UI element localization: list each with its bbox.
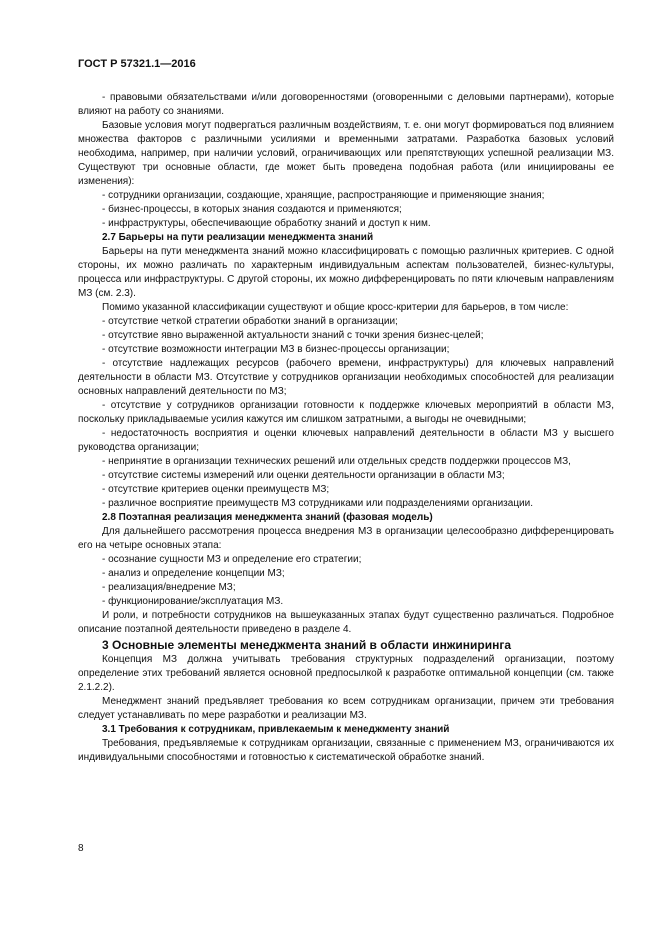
section-heading-3: 3 Основные элементы менеджмента знаний в области инжиниринга: [102, 638, 512, 652]
list-item: - различное восприятие преимуществ МЗ сотрудниками или подразделениями организации.: [102, 498, 534, 509]
paragraph: Менеджмент знаний предъявляет требования ко всем сотрудникам организации, причем эти требования следует устанавливать по мере разработки и реализации МЗ.: [78, 696, 614, 721]
list-item: - сотрудники организации, создающие, хранящие, распространяющие и применяющие знания;: [102, 190, 545, 201]
list-item: - реализация/внедрение МЗ;: [102, 582, 236, 593]
list-item: - бизнес-процессы, в которых знания создаются и применяются;: [102, 204, 402, 215]
section-heading-3-1: 3.1 Требования к сотрудникам, привлекаемым к менеджменту знаний: [102, 724, 450, 735]
list-item: - осознание сущности МЗ и определение его стратегии;: [102, 554, 362, 565]
page-number: 8: [78, 843, 84, 854]
list-item: - отсутствие явно выраженной актуальности знаний с точки зрения бизнес-целей;: [102, 330, 484, 341]
list-item: - функционирование/эксплуатация МЗ.: [102, 596, 284, 607]
section-heading-2-8: 2.8 Поэтапная реализация менеджмента знаний (фазовая модель): [102, 512, 433, 523]
list-item: - непринятие в организации технических решений или отдельных средств поддержки процессов МЗ,: [102, 456, 571, 467]
list-item: - отсутствие четкой стратегии обработки знаний в организации;: [102, 316, 398, 327]
list-item: - анализ и определение концепции МЗ;: [102, 568, 285, 579]
list-item: - инфраструктуры, обеспечивающие обработку знаний и доступ к ним.: [102, 218, 431, 229]
page-body: [78, 91, 614, 765]
paragraph: Базовые условия могут подвергаться различным воздействиям, т. е. они могут формироваться под влиянием множества факторов с различными усилиями и временными затратами. Разработка базовых условий необходима, например, при наличии условий, ограничивающих или препятствующих успешной реализации МЗ. Существуют три основные области, где может быть проведена подобная работа (или инициированы ее изменения):: [78, 120, 614, 187]
paragraph: Барьеры на пути менеджмента знаний можно классифицировать с помощью различных критериев. С одной стороны, их можно различать по характерным индивидуальным аспектам пользователей, бизнес-культуры, процесса или инфраструктуры. С другой стороны, их можно дифференцировать по пяти ключевым направлениям МЗ (см. 2.3).: [78, 246, 614, 299]
list-item: - отсутствие у сотрудников организации готовности к поддержке ключевых мероприятий в области МЗ, поскольку прикладываемые усилия кажутся им слишком затратными, а выгоды не очевидными;: [78, 400, 614, 425]
section-heading-2-7: 2.7 Барьеры на пути реализации менеджмента знаний: [102, 232, 374, 243]
list-item: - недостаточность восприятия и оценки ключевых направлений деятельности в области МЗ у высшего руководства организации;: [78, 428, 614, 453]
paragraph: Помимо указанной классификации существуют и общие кросс-критерии для барьеров, в том числе:: [102, 302, 569, 313]
list-item: - отсутствие надлежащих ресурсов (рабочего времени, инфраструктуры) для ключевых направлений деятельности в области МЗ. Отсутствие у сотрудников организации необходимых способностей для реализации основных направлений деятельности по МЗ;: [78, 358, 614, 397]
paragraph: - правовыми обязательствами и/или договоренностями (оговоренными с деловыми партнерами), которые влияют на работу со знаниями.: [78, 92, 614, 117]
paragraph: И роли, и потребности сотрудников на вышеуказанных этапах будут существенно различаться. Подробное описание поэтапной деятельности приведено в разделе 4.: [78, 610, 614, 635]
list-item: - отсутствие системы измерений или оценки деятельности организации в области МЗ;: [102, 470, 505, 481]
list-item: - отсутствие критериев оценки преимуществ МЗ;: [102, 484, 330, 495]
list-item: - отсутствие возможности интеграции МЗ в бизнес-процессы организации;: [102, 344, 450, 355]
paragraph: Требования, предъявляемые к сотрудникам организации, связанные с применением МЗ, ограничиваются их индивидуальными способностями и готовностью к систематической обработке знаний.: [78, 738, 614, 763]
standard-designation: ГОСТ Р 57321.1—2016: [78, 58, 196, 70]
paragraph: Для дальнейшего рассмотрения процесса внедрения МЗ в организации целесообразно дифференцировать его на четыре основных этапа:: [78, 526, 614, 551]
paragraph: Концепция МЗ должна учитывать требования структурных подразделений организации, поэтому определение этих требований является основной предпосылкой к разработке оптимальной концепции (см. также 2.1.2.2).: [78, 654, 614, 693]
